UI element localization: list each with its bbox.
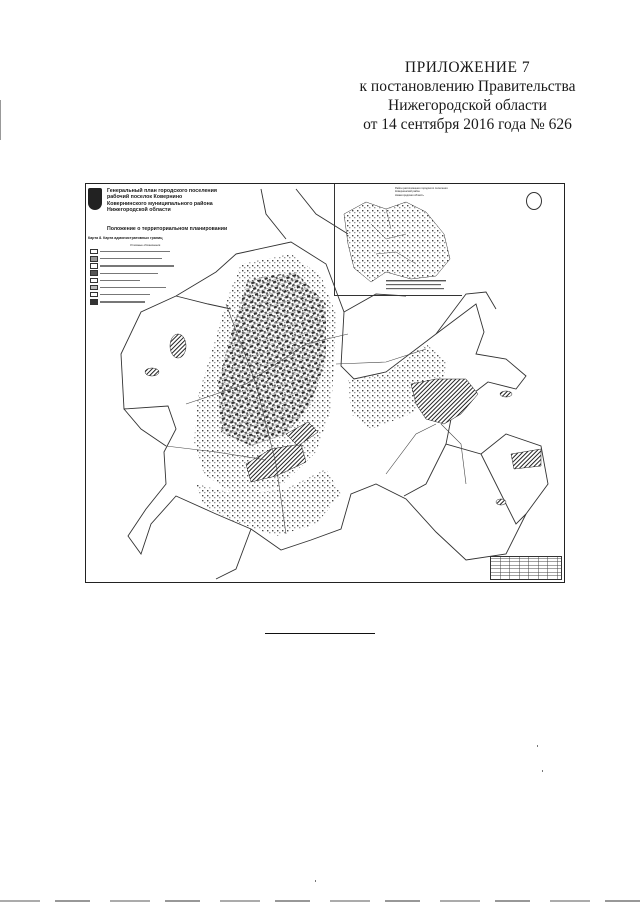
map-name: Карта 8. Карта административных границ	[88, 236, 163, 240]
legend-item	[90, 291, 180, 298]
section-divider	[265, 633, 375, 634]
legend-heading: Условные обозначения	[130, 243, 161, 247]
legend-title: Генеральный план городского поселения рабочий поселок Ковернино Ковернинского муниципального района Нижегородской области	[107, 188, 217, 214]
document-header	[340, 58, 595, 134]
header-line-1: к постановлению Правительства	[359, 78, 576, 95]
compass-icon	[526, 192, 542, 210]
binder-mark	[0, 100, 1, 140]
drawing-title-block	[490, 556, 562, 580]
legend-item	[90, 298, 180, 305]
scan-speck	[537, 745, 538, 747]
inset-frame	[334, 184, 462, 296]
header-line-2: Нижегородской области	[388, 97, 547, 114]
inset-caption: Район расположения городского поселения Ковернинский район Нижегородская область	[395, 187, 448, 197]
legend-subtitle: Положение о территориальном планировании	[107, 226, 228, 232]
legend-item	[90, 277, 180, 284]
map-frame	[85, 183, 565, 583]
appendix-title: ПРИЛОЖЕНИЕ 7	[404, 59, 531, 76]
scan-speck	[542, 770, 543, 772]
legend-item	[90, 270, 180, 277]
legend-item	[90, 255, 180, 262]
header-line-3: от 14 сентября 2016 года № 626	[363, 116, 572, 133]
scan-bottom-edge	[0, 900, 640, 902]
legend-item	[90, 284, 180, 291]
legend-item	[90, 262, 180, 269]
legend-item	[90, 248, 180, 255]
scan-speck	[315, 880, 316, 882]
coat-of-arms-icon	[88, 188, 102, 210]
legend-items	[90, 248, 180, 306]
